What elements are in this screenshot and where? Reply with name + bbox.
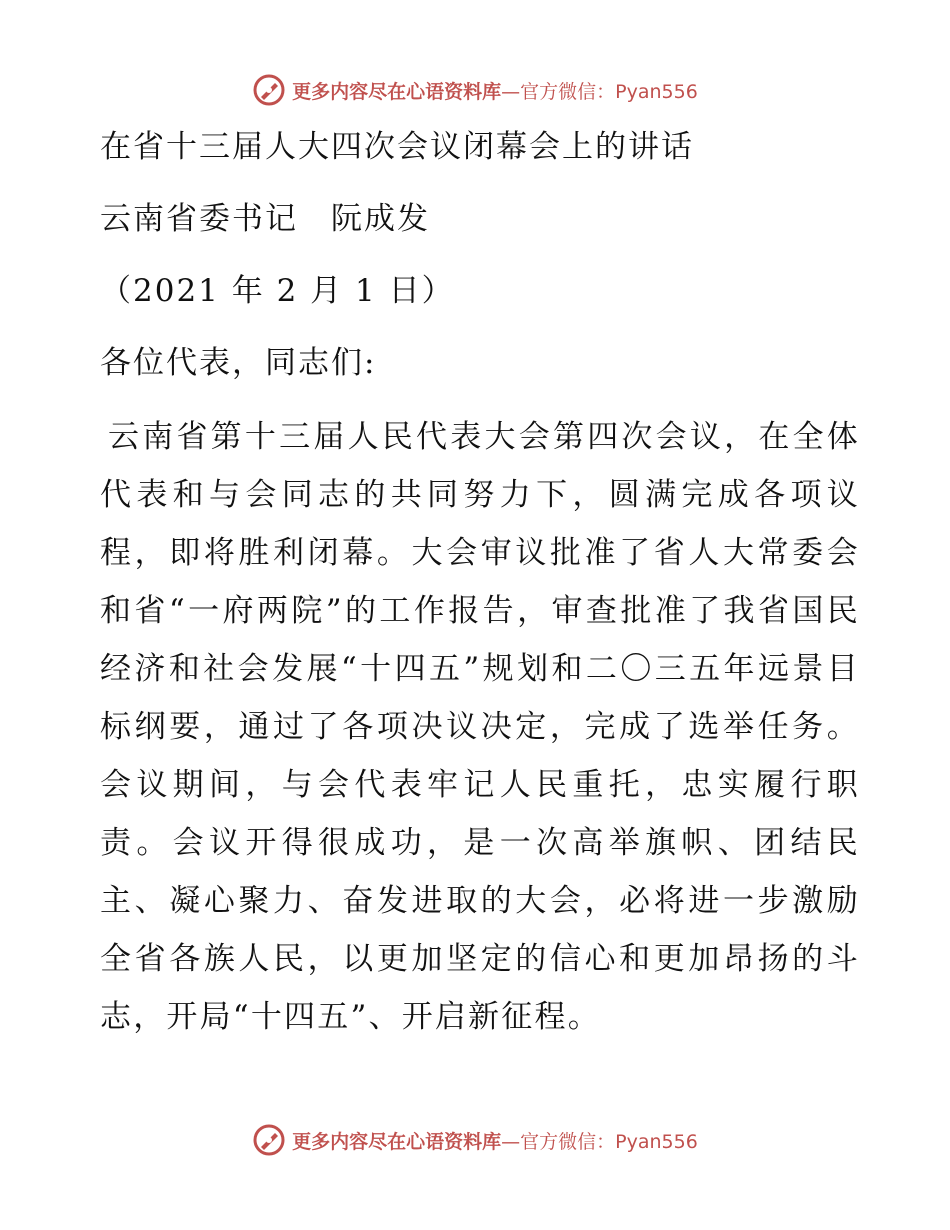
document-salutation: 各位代表，同志们: (100, 345, 377, 381)
header-banner (0, 70, 950, 110)
document-date: （2021 年 2 月 1 日） (100, 273, 455, 309)
document-author: 云南省委书记 阮成发 (100, 201, 430, 237)
document-paragraph: 云南省第十三届人民代表大会第四次会议，在全体代表和与会同志的共同努力下，圆满完成各项议程，即将胜利闭幕。大会审议批准了省人大常委会和省“一府两院”的工作报告，审查批准了我省国民经济和社会发展“十四五”规划和二〇三五年远景目标纲要，通过了各项决议决定，完成了选举任务。会议期间，与会代表牢记人民重托，忠实履行职责。会议开得很成功，是一次高举旗帜、团结民主、凝心聚力、奋发进取的大会，必将进一步激励全省各族人民，以更加坚定的信心和更加昂扬的斗志，开局“十四五”、开启新征程。 (100, 419, 860, 1035)
banner-text: 更多内容尽在心语资料库—官方微信：Pyan556 (292, 80, 698, 103)
pen-seal-logo-icon (252, 73, 286, 107)
footer-banner (0, 1120, 950, 1160)
pen-seal-logo-icon (252, 1123, 286, 1157)
document-body (100, 120, 860, 1046)
document-title: 在省十三届人大四次会议闭幕会上的讲话 (100, 129, 694, 165)
banner-text: 更多内容尽在心语资料库—官方微信：Pyan556 (292, 1130, 698, 1153)
